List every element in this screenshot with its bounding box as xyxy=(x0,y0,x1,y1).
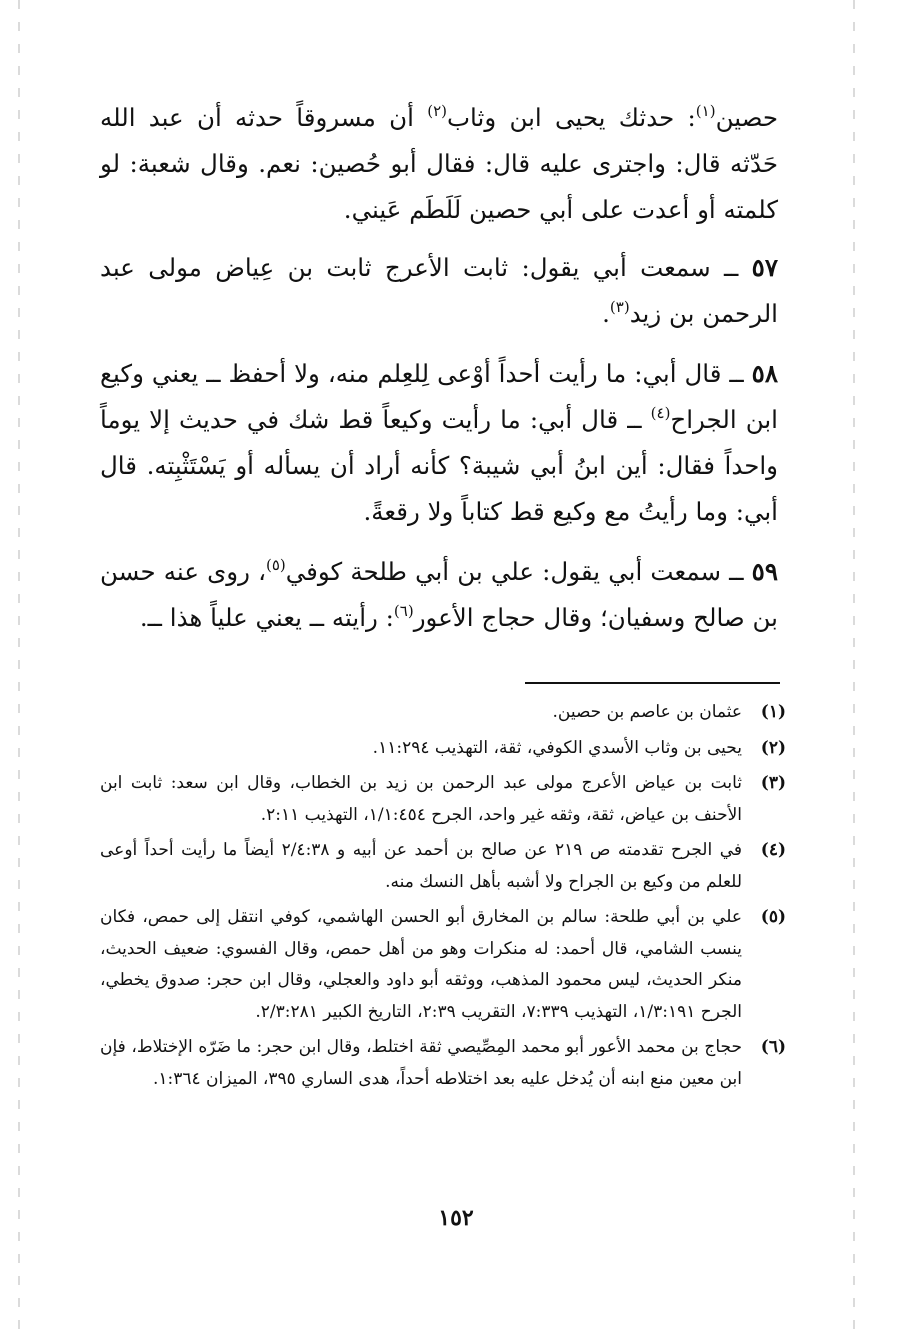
footnote-marker: (٥) xyxy=(760,907,786,927)
footnote-reference: (٦) xyxy=(393,602,414,620)
footnote-text: عثمان بن عاصم بن حصين. xyxy=(552,702,742,722)
paragraph-text: ــ سمعت أبي يقول: علي بن أبي طلحة كوفي xyxy=(285,557,752,586)
footnote xyxy=(100,697,786,729)
main-paragraph xyxy=(100,245,778,337)
paragraph-text: ــ سمعت أبي يقول: ثابت الأعرج ثابت بن عِياض مولى عبد الرحمن بن زيد xyxy=(100,253,778,328)
paragraph-text: حصين xyxy=(715,103,778,132)
main-paragraph xyxy=(100,549,778,641)
footnote-reference: (١) xyxy=(695,102,716,120)
footnote-reference: (٥) xyxy=(265,556,286,574)
entry-number: ٥٨ xyxy=(751,359,778,388)
footnote-marker: (٢) xyxy=(760,737,786,758)
footnote xyxy=(100,733,786,765)
footnote-text: علي بن أبي طلحة: سالم بن المخارق أبو الحسن الهاشمي، كوفي انتقل إلى حمص، فكان ينسب الشامي، قال أحمد: له منكرات وهو من أهل حمص، وقال الفسوي: ضعيف الحديث، منكر الحديث، ليس محمود المذهب، ووثقه أبو داود والعجلي، وقال ابن حجر: صدوق يخطي، الجرح ١/٣:١٩١، التهذيب ٧:٣٣٩، التقريب ٢:٣٩، التاريخ الكبير ٢/٣:٢٨١. xyxy=(100,907,742,1022)
scan-edge-left xyxy=(18,0,20,1341)
footnote xyxy=(100,835,786,898)
scan-edge-right xyxy=(853,0,855,1341)
footnote-marker: (١) xyxy=(760,702,786,722)
paragraph-text: أن مسروقاً حدثه أن عبد الله حَدّثه قال: واجترى عليه قال: فقال أبو حُصين: نعم. وقال شعبة: لو كلمته أو أعدت على أبي حصين لَلَطَم عَيني. xyxy=(100,103,778,224)
paragraph-text: ــ قال أبي: ما رأيت وكيعاً قط شك في حديث إلا يوماً واحداً فقال: أين ابنُ أبي شيبة؟ كأنه أراد أن يسأله أو يَسْتَثْبِته. قال أبي: وما رأيتُ مع وكيع قط كتاباً ولا رقعةً. xyxy=(100,405,778,526)
entry-number: ٥٧ xyxy=(751,253,778,282)
footnote-marker: (٦) xyxy=(760,1037,786,1057)
page-number: ١٥٢ xyxy=(438,1205,474,1231)
footnote-reference: (٤) xyxy=(650,404,671,422)
footnote xyxy=(100,1032,786,1095)
footnote-text: في الجرح تقدمته ص ٢١٩ عن صالح بن أحمد عن أبيه و ٢/٤:٣٨ أيضاً ما رأيت أحداً أوعى للعلم من وكيع بن الجراح ولا أشبه بأهل النسك منه. xyxy=(100,840,742,892)
footnote-text: حجاج بن محمد الأعور أبو محمد المِصِّيصي ثقة اختلط، وقال ابن حجر: ما ضَرّه الإختلاط، فإن ابن معين منع ابنه أن يُدخل عليه بعد اختلاطه أحداً، هدى الساري ٣٩٥، الميزان ١:٣٦٤. xyxy=(100,1037,742,1089)
footnote-marker: (٤) xyxy=(760,840,786,860)
footnote-text: ثابت بن عياض الأعرج مولى عبد الرحمن بن زيد بن الخطاب، وقال ابن سعد: ثابت ابن الأحنف بن عياض، ثقة، وثقه غير واحد، الجرح ١/١:٤٥٤، التهذيب ٢:١١. xyxy=(100,773,742,825)
footnote xyxy=(100,902,786,1028)
paragraph-text: : رأيته ــ يعني علياً هذا ــ. xyxy=(139,603,394,632)
main-text xyxy=(100,95,778,655)
footnote-separator xyxy=(525,682,780,684)
footnote-text: يحيى بن وثاب الأسدي الكوفي، ثقة، التهذيب ١١:٢٩٤. xyxy=(372,737,742,758)
footnote xyxy=(100,768,786,831)
footnote-reference: (٣) xyxy=(609,298,630,316)
main-paragraph xyxy=(100,351,778,535)
paragraph-text: ، روى عنه حسن بن صالح وسفيان؛ وقال حجاج الأعور xyxy=(100,557,778,632)
paragraph-text: ــ قال أبي: ما رأيت أحداً أوْعى لِلعِلم منه، ولا أحفظ ــ يعني وكيع ابن الجراح xyxy=(100,359,778,434)
paragraph-text: . xyxy=(602,299,610,328)
main-paragraph xyxy=(100,95,778,233)
paragraph-text: : حدثك يحيى ابن وثاب xyxy=(446,103,696,132)
footnotes xyxy=(100,697,786,1099)
entry-number: ٥٩ xyxy=(751,557,778,586)
footnote-marker: (٣) xyxy=(760,773,786,793)
footnote-reference: (٢) xyxy=(427,102,447,120)
